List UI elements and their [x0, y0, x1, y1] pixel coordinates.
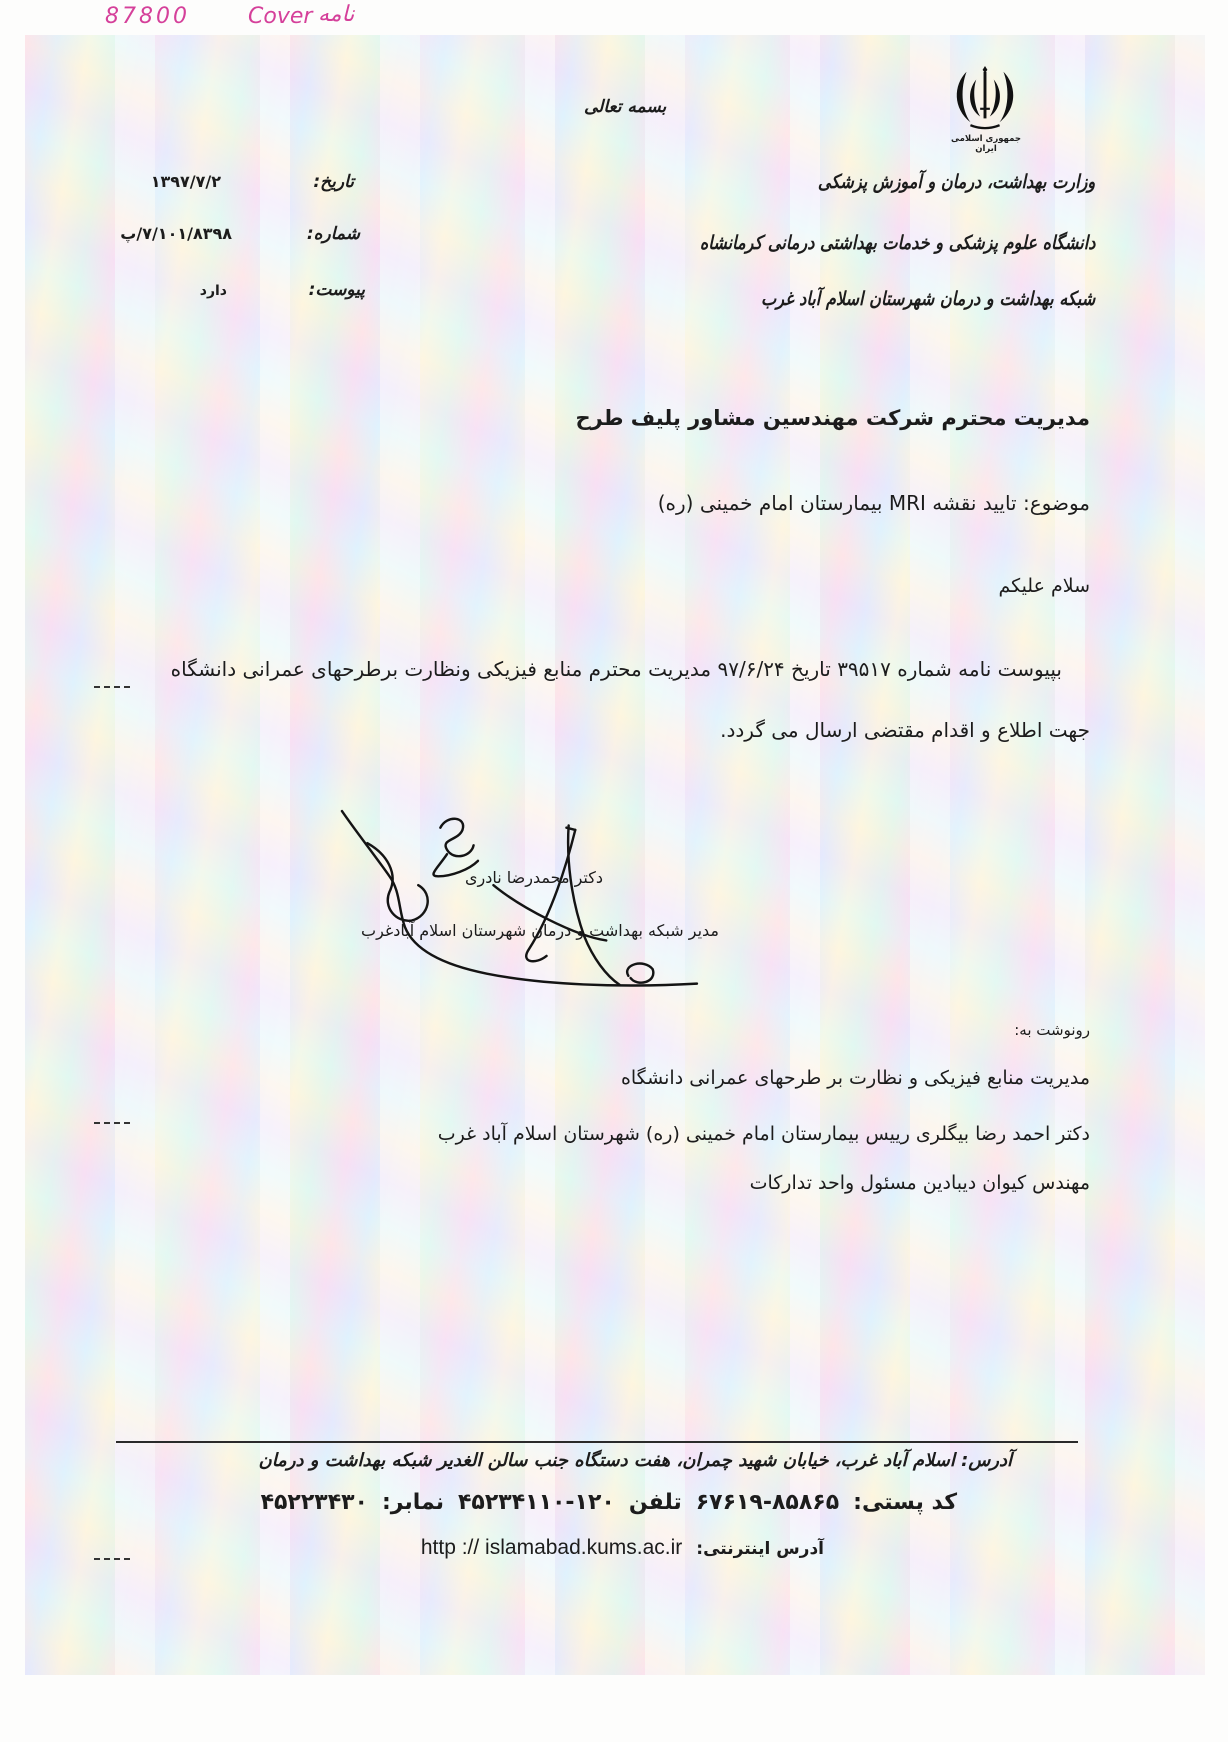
annotation-note: نامه	[318, 2, 355, 27]
footer-contacts	[261, 1487, 957, 1519]
margin-mark	[94, 686, 130, 688]
cc-recipient: مهندس کیوان دیبادین مسئول واحد تدارکات	[749, 1172, 1090, 1194]
annotation-number: 87800	[105, 4, 190, 29]
phone-label: تلفن	[628, 1490, 682, 1515]
body-line-2: جهت اطلاع و اقدام مقتضی ارسال می گردد.	[720, 718, 1090, 742]
margin-mark	[94, 1558, 130, 1560]
website-label: آدرس اینترنتی:	[696, 1539, 824, 1559]
cc-recipient: مدیریت منابع فیزیکی و نظارت بر طرحهای عمرانی دانشگاه	[620, 1067, 1090, 1089]
number-value: ۷/۱۰۱/۸۳۹۸/پ	[120, 224, 232, 243]
number-label: شماره:	[306, 224, 360, 244]
phone-number: ۴۵۲۳۴۱۱۰-۱۲۰	[458, 1490, 615, 1515]
invocation: بسمه تعالی	[584, 97, 667, 117]
signer-title: مدیر شبکه بهداشت و درمان شهرستان اسلام آبادغرب	[361, 921, 719, 940]
body-line-1: بپیوست نامه شماره ۳۹۵۱۷ تاریخ ۹۷/۶/۲۴ مدیریت محترم منابع فیزیکی ونظارت برطرحهای عمرانی دانشگاه	[170, 657, 1062, 681]
annotation-word: Cover	[248, 4, 313, 29]
website-url: http :// islamabad.kums.ac.ir	[420, 1536, 683, 1559]
addressee: مدیریت محترم شرکت مهندسین مشاور پلیف طرح	[575, 406, 1090, 430]
fax-label: نمابر:	[381, 1490, 444, 1515]
margin-mark	[94, 1122, 130, 1124]
org-line-ministry: وزارت بهداشت، درمان و آموزش پزشکی	[817, 171, 1095, 193]
footer-website	[421, 1533, 824, 1564]
attachment-value: دارد	[199, 283, 227, 299]
attachment-label: پیوست:	[308, 280, 365, 300]
handwritten-signature	[332, 802, 708, 996]
cc-recipient: دکتر احمد رضا بیگلری رییس بیمارستان امام خمینی (ره) شهرستان اسلام آباد غرب	[437, 1123, 1090, 1145]
org-line-network: شبکه بهداشت و درمان شهرستان اسلام آباد غرب	[760, 288, 1095, 310]
iran-emblem-icon	[951, 64, 1019, 132]
date-value: ۱۳۹۷/۷/۲	[150, 172, 221, 191]
footer-divider	[116, 1441, 1078, 1443]
org-line-university: دانشگاه علوم پزشکی و خدمات بهداشتی درمانی کرمانشاه	[699, 232, 1095, 254]
subject-line: موضوع: تایید نقشه MRI بیمارستان امام خمینی (ره)	[657, 491, 1090, 515]
cc-heading: رونوشت به:	[1014, 1021, 1090, 1039]
footer-address: آدرس: اسلام آباد غرب، خیابان شهید چمران، هفت دستگاه جنب سالن الغدیر شبکه بهداشت و درمان	[258, 1450, 1012, 1471]
signer-name: دکتر محمدرضا نادری	[464, 868, 603, 887]
greeting: سلام علیکم	[998, 575, 1090, 597]
date-label: تاریخ:	[313, 172, 354, 192]
emblem-caption: جمهوری اسلامی ایران	[951, 134, 1021, 154]
fax-number: ۴۵۲۲۳۴۳۰	[260, 1490, 368, 1515]
postal-code: ۶۷۶۱۹-۸۵۸۶۵	[695, 1490, 840, 1515]
postal-label: کد پستی:	[853, 1490, 957, 1515]
